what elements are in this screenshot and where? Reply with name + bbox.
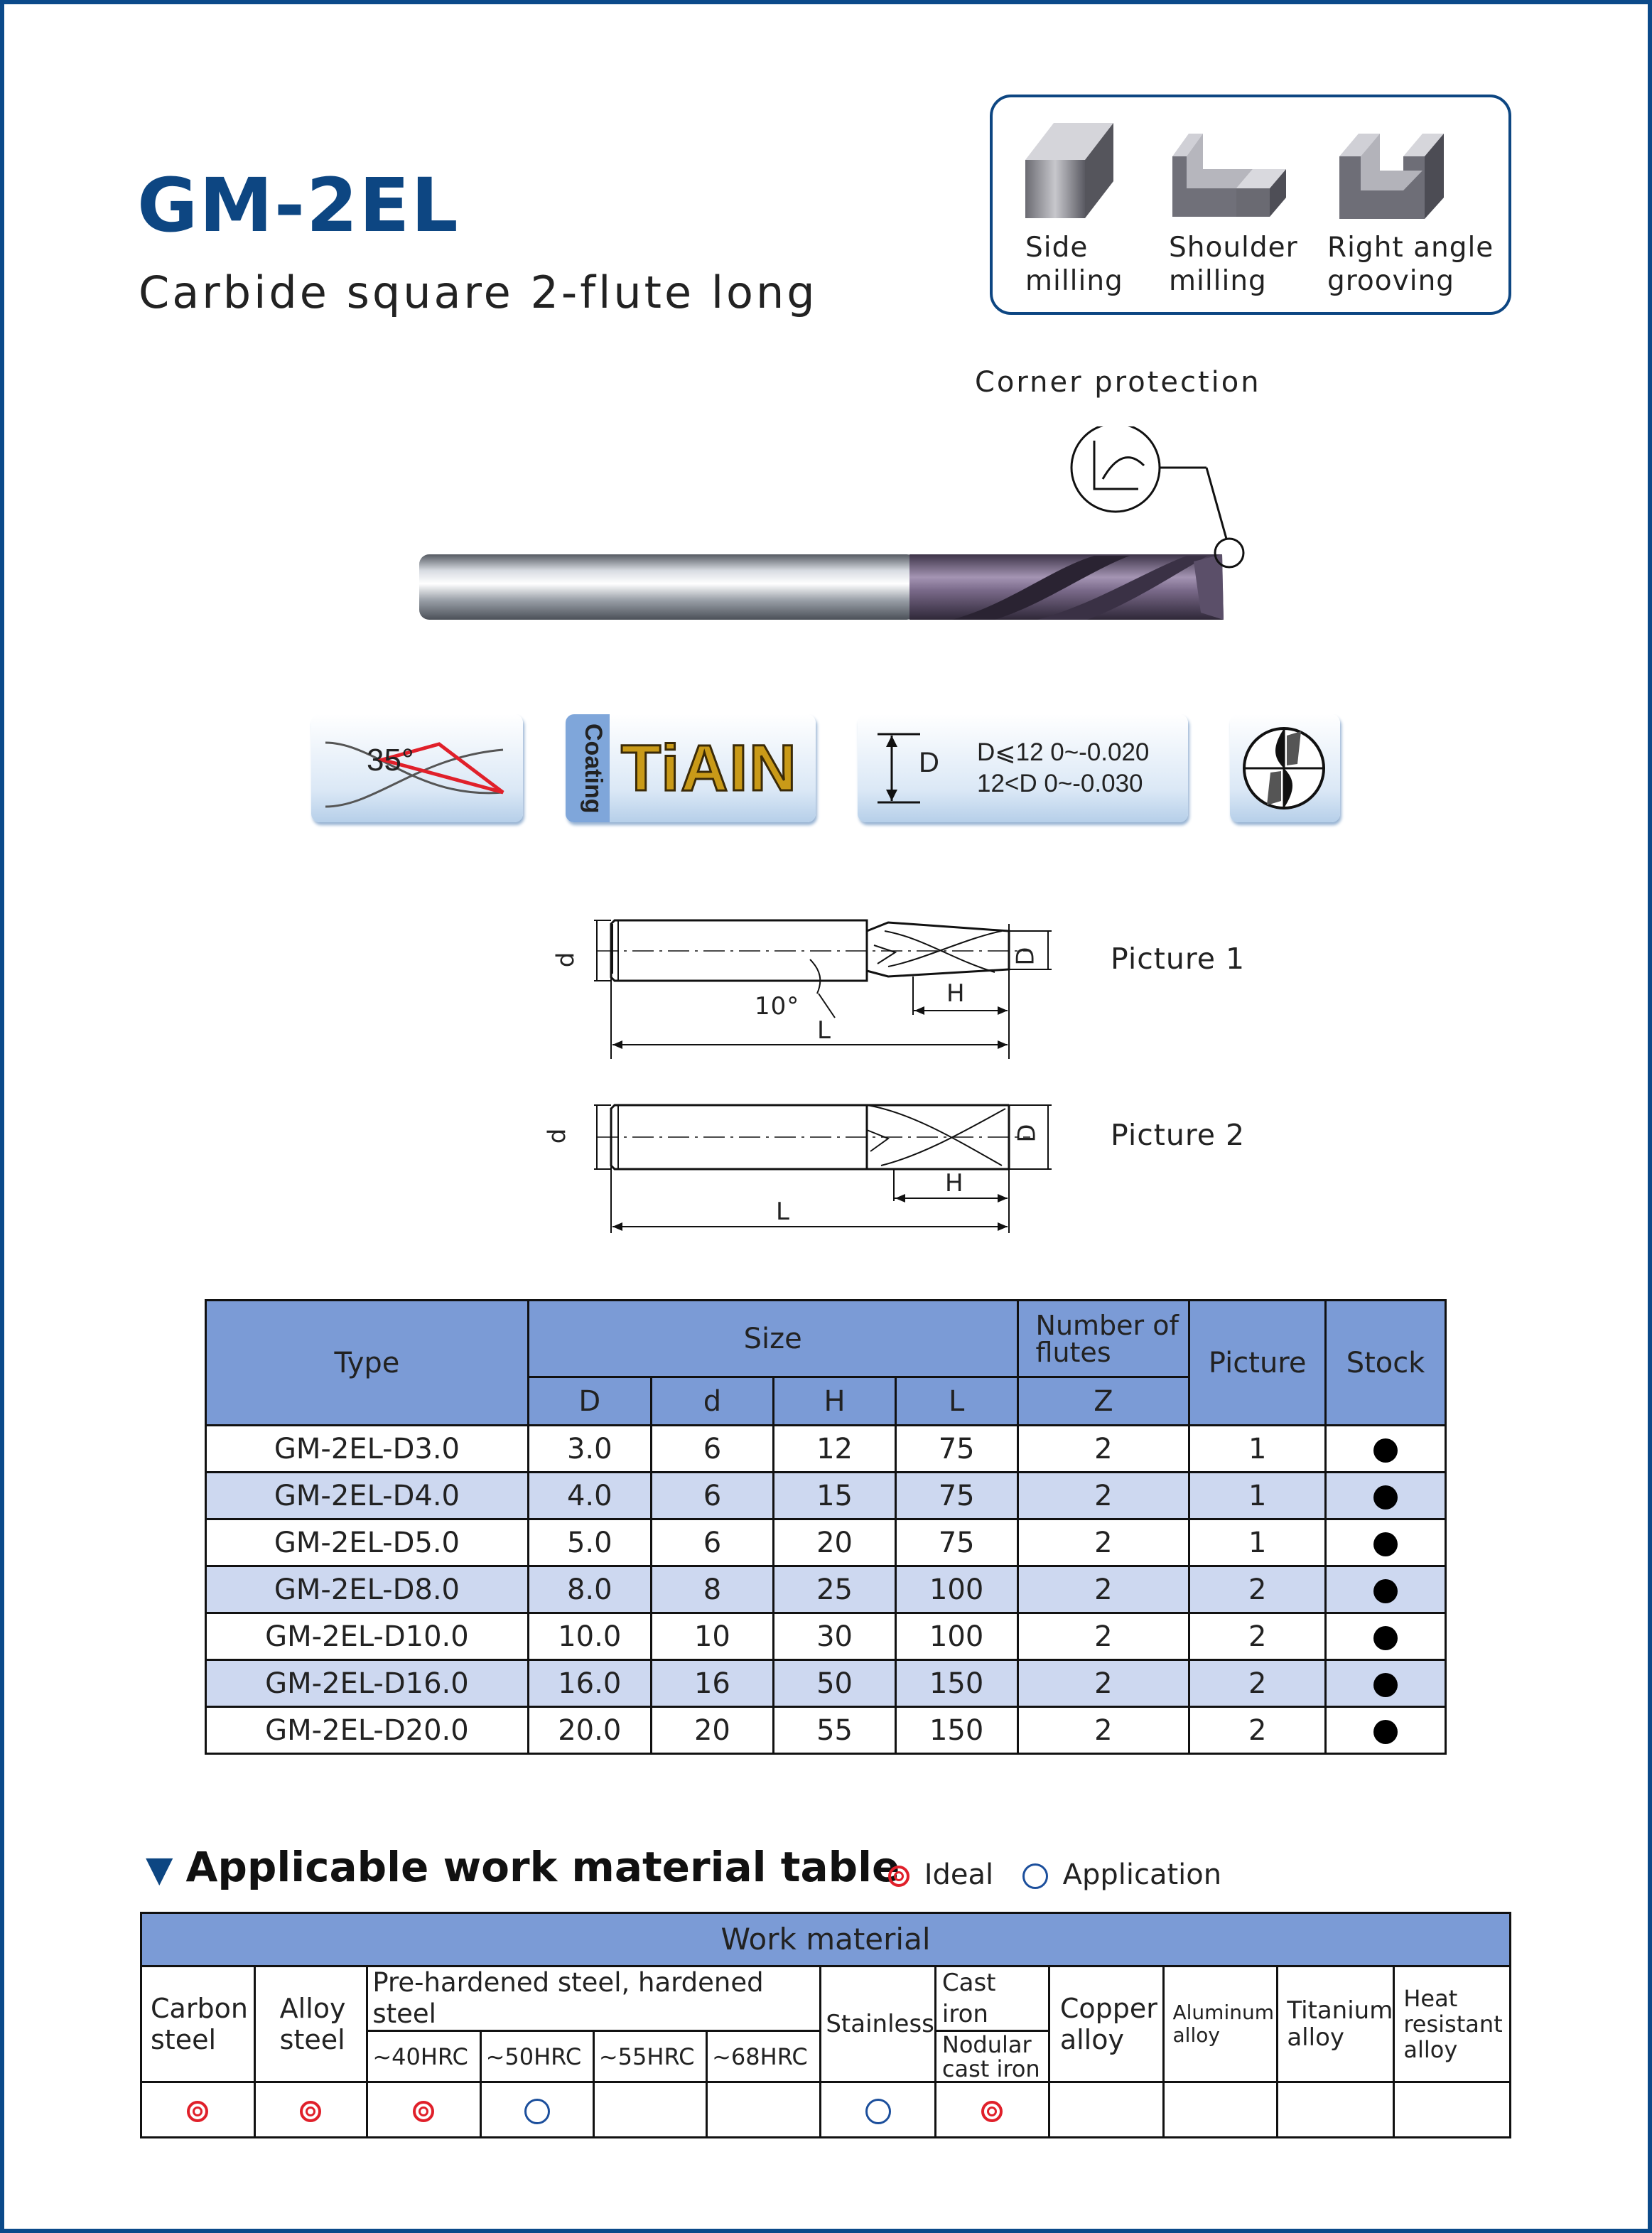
- coating-label: Coating: [580, 723, 607, 814]
- cell-stock: [1326, 1519, 1446, 1566]
- material-title-text: Applicable work material table: [185, 1843, 900, 1891]
- cell-Z: 2: [1017, 1519, 1189, 1566]
- application-icon: [865, 2099, 891, 2124]
- col-size: Size: [528, 1301, 1017, 1377]
- rating-alloy: [254, 2082, 367, 2138]
- rating-carbon: [141, 2082, 255, 2138]
- cell-D: 20.0: [528, 1707, 651, 1754]
- cell-H: 25: [774, 1566, 896, 1613]
- cell-Z: 2: [1017, 1660, 1189, 1707]
- ideal-icon: [888, 1866, 909, 1887]
- application-icon: [524, 2099, 550, 2124]
- picture2-dim-D: D: [1013, 1123, 1042, 1143]
- cell-Z: 2: [1017, 1426, 1189, 1473]
- picture1-drawing: [554, 903, 1066, 1066]
- cell-picture: 2: [1189, 1566, 1326, 1613]
- cell-D: 3.0: [528, 1426, 651, 1473]
- shoulder-milling-label: Shoulder milling: [1169, 232, 1298, 297]
- cell-D: 8.0: [528, 1566, 651, 1613]
- material-table: [140, 1912, 1511, 2138]
- helix-angle-icon: [311, 714, 523, 822]
- application-icon: [1022, 1863, 1048, 1889]
- cell-picture: 1: [1189, 1426, 1326, 1473]
- rating-hrc55: [593, 2082, 706, 2138]
- hrc50-header: ~50HRC: [480, 2031, 593, 2082]
- table-row: [206, 1566, 1446, 1613]
- cell-picture: 1: [1189, 1519, 1326, 1566]
- picture1-dim-d: d: [551, 951, 581, 968]
- cell-L: 75: [895, 1473, 1017, 1519]
- cell-D: 16.0: [528, 1660, 651, 1707]
- col-Z: Z: [1017, 1377, 1189, 1426]
- cell-picture: 1: [1189, 1473, 1326, 1519]
- cell-stock: [1326, 1613, 1446, 1660]
- picture1-dim-D: D: [1011, 946, 1040, 966]
- picture1-label: Picture 1: [1111, 942, 1246, 976]
- rating-hrc68: [707, 2082, 821, 2138]
- stock-dot-icon: [1373, 1626, 1398, 1650]
- nodular-cast-iron-header: Nodular cast iron: [935, 2031, 1049, 2082]
- ideal-icon: [187, 2101, 208, 2122]
- two-flute-section-icon: [1230, 714, 1340, 822]
- cell-type: GM-2EL-D16.0: [206, 1660, 529, 1707]
- work-material-header: Work material: [141, 1913, 1511, 1966]
- cell-type: GM-2EL-D8.0: [206, 1566, 529, 1613]
- side-milling-icon: [1020, 117, 1119, 224]
- cell-L: 75: [895, 1519, 1017, 1566]
- tolerance-symbol: D: [919, 747, 939, 778]
- coating-name: TiAIN: [621, 732, 798, 805]
- flute-section-badge: [1230, 714, 1340, 822]
- table-row: [206, 1473, 1446, 1519]
- table-row: [206, 1426, 1446, 1473]
- rating-hrc50: [480, 2082, 593, 2138]
- col-d: d: [651, 1377, 774, 1426]
- stock-dot-icon: [1373, 1720, 1398, 1744]
- col-flutes: Number of flutes: [1017, 1301, 1189, 1377]
- hrc68-header: ~68HRC: [707, 2031, 821, 2082]
- copper-alloy-header: Copper alloy: [1049, 1966, 1163, 2082]
- picture2-dim-H: H: [945, 1169, 964, 1198]
- cell-Z: 2: [1017, 1707, 1189, 1754]
- picture2-dim-L: L: [776, 1198, 790, 1226]
- picture2-drawing: [554, 1087, 1066, 1244]
- cell-H: 15: [774, 1473, 896, 1519]
- right-angle-grooving-label: Right angle grooving: [1327, 232, 1494, 297]
- cell-d: 16: [651, 1660, 774, 1707]
- cell-stock: [1326, 1473, 1446, 1519]
- cell-type: GM-2EL-D4.0: [206, 1473, 529, 1519]
- tolerance-badge: [858, 714, 1188, 822]
- end-mill-image: [412, 426, 1265, 640]
- rating-stainless: [821, 2082, 936, 2138]
- picture1-angle: 10°: [755, 992, 800, 1021]
- rating-titanium: [1278, 2082, 1394, 2138]
- cell-L: 75: [895, 1426, 1017, 1473]
- shoulder-milling-icon: [1169, 128, 1290, 224]
- col-picture: Picture: [1189, 1301, 1326, 1426]
- helix-angle-value: 35°: [367, 743, 414, 777]
- cell-H: 12: [774, 1426, 896, 1473]
- side-milling-label: Side milling: [1025, 232, 1123, 297]
- stock-dot-icon: [1373, 1673, 1398, 1697]
- cell-d: 6: [651, 1519, 774, 1566]
- right-angle-grooving-icon: [1336, 128, 1464, 224]
- cell-stock: [1326, 1426, 1446, 1473]
- cell-D: 5.0: [528, 1519, 651, 1566]
- hrc40-header: ~40HRC: [367, 2031, 480, 2082]
- helix-angle-badge: [311, 714, 523, 822]
- hardened-steel-header: Pre-hardened steel, hardened steel: [367, 1966, 821, 2031]
- cell-D: 4.0: [528, 1473, 651, 1519]
- cell-type: GM-2EL-D10.0: [206, 1613, 529, 1660]
- cell-L: 100: [895, 1613, 1017, 1660]
- picture1-dim-H: H: [946, 979, 966, 1008]
- picture1-dim-L: L: [817, 1016, 831, 1045]
- cell-d: 6: [651, 1426, 774, 1473]
- table-row: [206, 1519, 1446, 1566]
- picture2-label: Picture 2: [1111, 1118, 1246, 1152]
- legend-application-label: Application: [1062, 1858, 1222, 1891]
- alloy-steel-header: Alloy steel: [254, 1966, 367, 2082]
- product-description: Carbide square 2-flute long: [139, 267, 818, 318]
- cell-Z: 2: [1017, 1566, 1189, 1613]
- rating-hrc40: [367, 2082, 480, 2138]
- cell-H: 50: [774, 1660, 896, 1707]
- corner-protection-label: Corner protection: [975, 366, 1261, 399]
- col-H: H: [774, 1377, 896, 1426]
- cell-stock: [1326, 1660, 1446, 1707]
- cell-L: 150: [895, 1660, 1017, 1707]
- hrc55-header: ~55HRC: [593, 2031, 706, 2082]
- cell-D: 10.0: [528, 1613, 651, 1660]
- heat-resistant-header: Heat resistant alloy: [1394, 1966, 1511, 2082]
- cell-d: 10: [651, 1613, 774, 1660]
- stock-dot-icon: [1373, 1485, 1398, 1510]
- cell-L: 150: [895, 1707, 1017, 1754]
- cell-H: 20: [774, 1519, 896, 1566]
- cell-d: 6: [651, 1473, 774, 1519]
- rating-copper: [1049, 2082, 1163, 2138]
- table-row: [206, 1660, 1446, 1707]
- cell-L: 100: [895, 1566, 1017, 1613]
- cell-picture: 2: [1189, 1707, 1326, 1754]
- tolerance-text: D⩽12 0~-0.020 12<D 0~-0.030: [977, 738, 1150, 797]
- cell-Z: 2: [1017, 1473, 1189, 1519]
- cell-H: 55: [774, 1707, 896, 1754]
- ideal-icon: [300, 2101, 321, 2122]
- material-section-title: [146, 1843, 900, 1891]
- cell-picture: 2: [1189, 1660, 1326, 1707]
- rating-cast-iron: [935, 2082, 1049, 2138]
- stock-dot-icon: [1373, 1438, 1398, 1463]
- ideal-icon: [981, 2101, 1003, 2122]
- cell-type: GM-2EL-D5.0: [206, 1519, 529, 1566]
- stock-dot-icon: [1373, 1532, 1398, 1556]
- titanium-alloy-header: Titanium alloy: [1278, 1966, 1394, 2082]
- legend-ideal-label: Ideal: [924, 1858, 994, 1891]
- cell-type: GM-2EL-D20.0: [206, 1707, 529, 1754]
- spec-table: [205, 1299, 1447, 1755]
- aluminum-alloy-header: Aluminum alloy: [1163, 1966, 1278, 2082]
- cell-H: 30: [774, 1613, 896, 1660]
- triangle-down-icon: ▼: [146, 1849, 173, 1890]
- cell-picture: 2: [1189, 1613, 1326, 1660]
- stainless-header: Stainless: [821, 1966, 936, 2082]
- rating-aluminum: [1163, 2082, 1278, 2138]
- table-row: [206, 1707, 1446, 1754]
- ideal-icon: [413, 2101, 434, 2122]
- cast-iron-header: Cast iron: [935, 1966, 1049, 2031]
- cell-type: GM-2EL-D3.0: [206, 1426, 529, 1473]
- col-L: L: [895, 1377, 1017, 1426]
- cell-Z: 2: [1017, 1613, 1189, 1660]
- table-row: [206, 1613, 1446, 1660]
- cell-stock: [1326, 1566, 1446, 1613]
- cell-d: 20: [651, 1707, 774, 1754]
- material-rating-row: [141, 2082, 1511, 2138]
- col-type: Type: [206, 1301, 529, 1426]
- cell-d: 8: [651, 1566, 774, 1613]
- col-stock: Stock: [1326, 1301, 1446, 1426]
- carbon-steel-header: Carbon steel: [141, 1966, 255, 2082]
- cell-stock: [1326, 1707, 1446, 1754]
- rating-heat: [1394, 2082, 1511, 2138]
- legend: [888, 1858, 1221, 1891]
- col-D: D: [528, 1377, 651, 1426]
- product-code: GM-2EL: [137, 162, 460, 249]
- coating-badge: [566, 714, 816, 822]
- stock-dot-icon: [1373, 1579, 1398, 1603]
- picture2-dim-d: d: [543, 1127, 572, 1144]
